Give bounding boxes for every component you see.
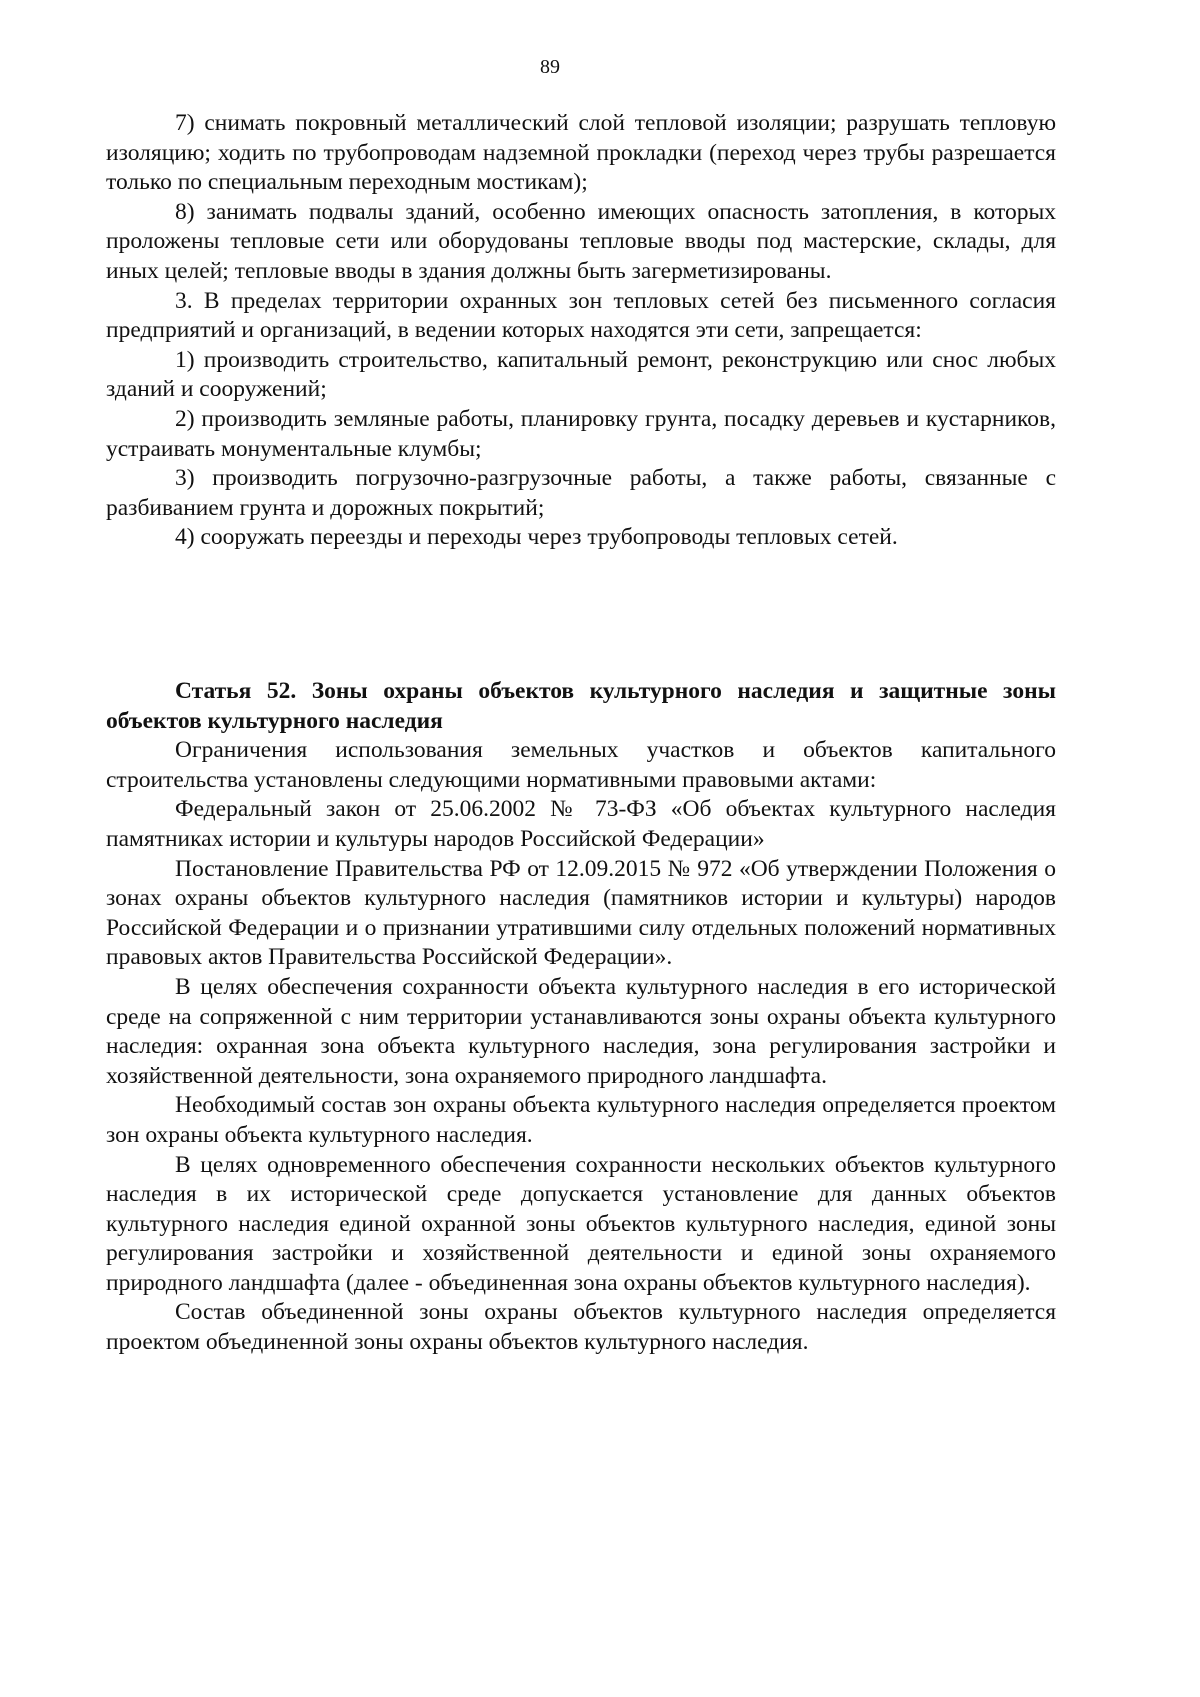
page-number: 89 — [540, 56, 560, 78]
article-paragraph: Федеральный закон от 25.06.2002 № 73-ФЗ «Об объектах культурного наследия памятниках истории и культуры народов Российской Федерации» — [106, 796, 1056, 852]
article-paragraph: В целях одновременного обеспечения сохранности нескольких объектов культурного наследия в их исторической среде допускается установление для данных объектов культурного наследия единой охранной зоны объектов культурного наследия, единой зоны регулирования застройки и хозяйственной деятельности и единой зоны охраняемого природного ландшафта (далее - объединенная зона охраны объектов культурного наследия). — [106, 1151, 1056, 1296]
article-paragraph: Ограничения использования земельных участков и объектов капитального строительства установлены следующими нормативными правовыми актами: — [106, 737, 1056, 793]
article-heading: Статья 52. Зоны охраны объектов культурного наследия и защитные зоны объектов культурного наследия — [106, 678, 1056, 734]
list-item-3: 3) производить погрузочно-разгрузочные работы, а также работы, связанные с разбиванием грунта и дорожных покрытий; — [106, 465, 1056, 521]
point-3-paragraph: 3. В пределах территории охранных зон тепловых сетей без письменного согласия предприятий и организаций, в ведении которых находятся эти сети, запрещается: — [106, 287, 1056, 344]
list-item-8: 8) занимать подвалы зданий, особенно имеющих опасность затопления, в которых проложены тепловые сети или оборудованы тепловые вводы под мастерские, склады, для иных целей; тепловые вводы в здания должны быть загерметизированы. — [106, 198, 1056, 284]
heat-network-restrictions — [106, 109, 1056, 553]
list-item-1: 1) производить строительство, капитальный ремонт, реконструкцию или снос любых зданий и сооружений; — [106, 346, 1056, 403]
list-item-2: 2) производить земляные работы, планировку грунта, посадку деревьев и кустарников, устраивать монументальные клумбы; — [106, 405, 1056, 462]
article-paragraph: Состав объединенной зоны охраны объектов культурного наследия определяется проектом объединенной зоны охраны объектов культурного наследия. — [106, 1299, 1056, 1356]
article-paragraph: В целях обеспечения сохранности объекта культурного наследия в его исторической среде на сопряженной с ним территории устанавливаются зоны охраны объекта культурного наследия: охранная зона объекта культурного наследия, зона регулирования застройки и хозяйственной деятельности, зона охраняемого природного ландшафта. — [106, 973, 1056, 1089]
list-item-4: 4) сооружать переезды и переходы через трубопроводы тепловых сетей. — [175, 524, 898, 551]
article-paragraph: Необходимый состав зон охраны объекта культурного наследия определяется проектом зон охраны объекта культурного наследия. — [106, 1092, 1056, 1148]
article-paragraph: Постановление Правительства РФ от 12.09.2015 № 972 «Об утверждении Положения о зонах охраны объектов культурного наследия (памятников истории и культуры) народов Российской Федерации и о признании утратившими силу отдельных положений нормативных правовых актов Правительства Российской Федерации». — [106, 855, 1056, 971]
list-item-7: 7) снимать покровный металлический слой тепловой изоляции; разрушать тепловую изоляцию; ходить по трубопроводам надземной прокладки (переход через трубы разрешается только по специальным переходным мостикам); — [106, 110, 1056, 196]
article-52 — [106, 677, 1056, 1358]
